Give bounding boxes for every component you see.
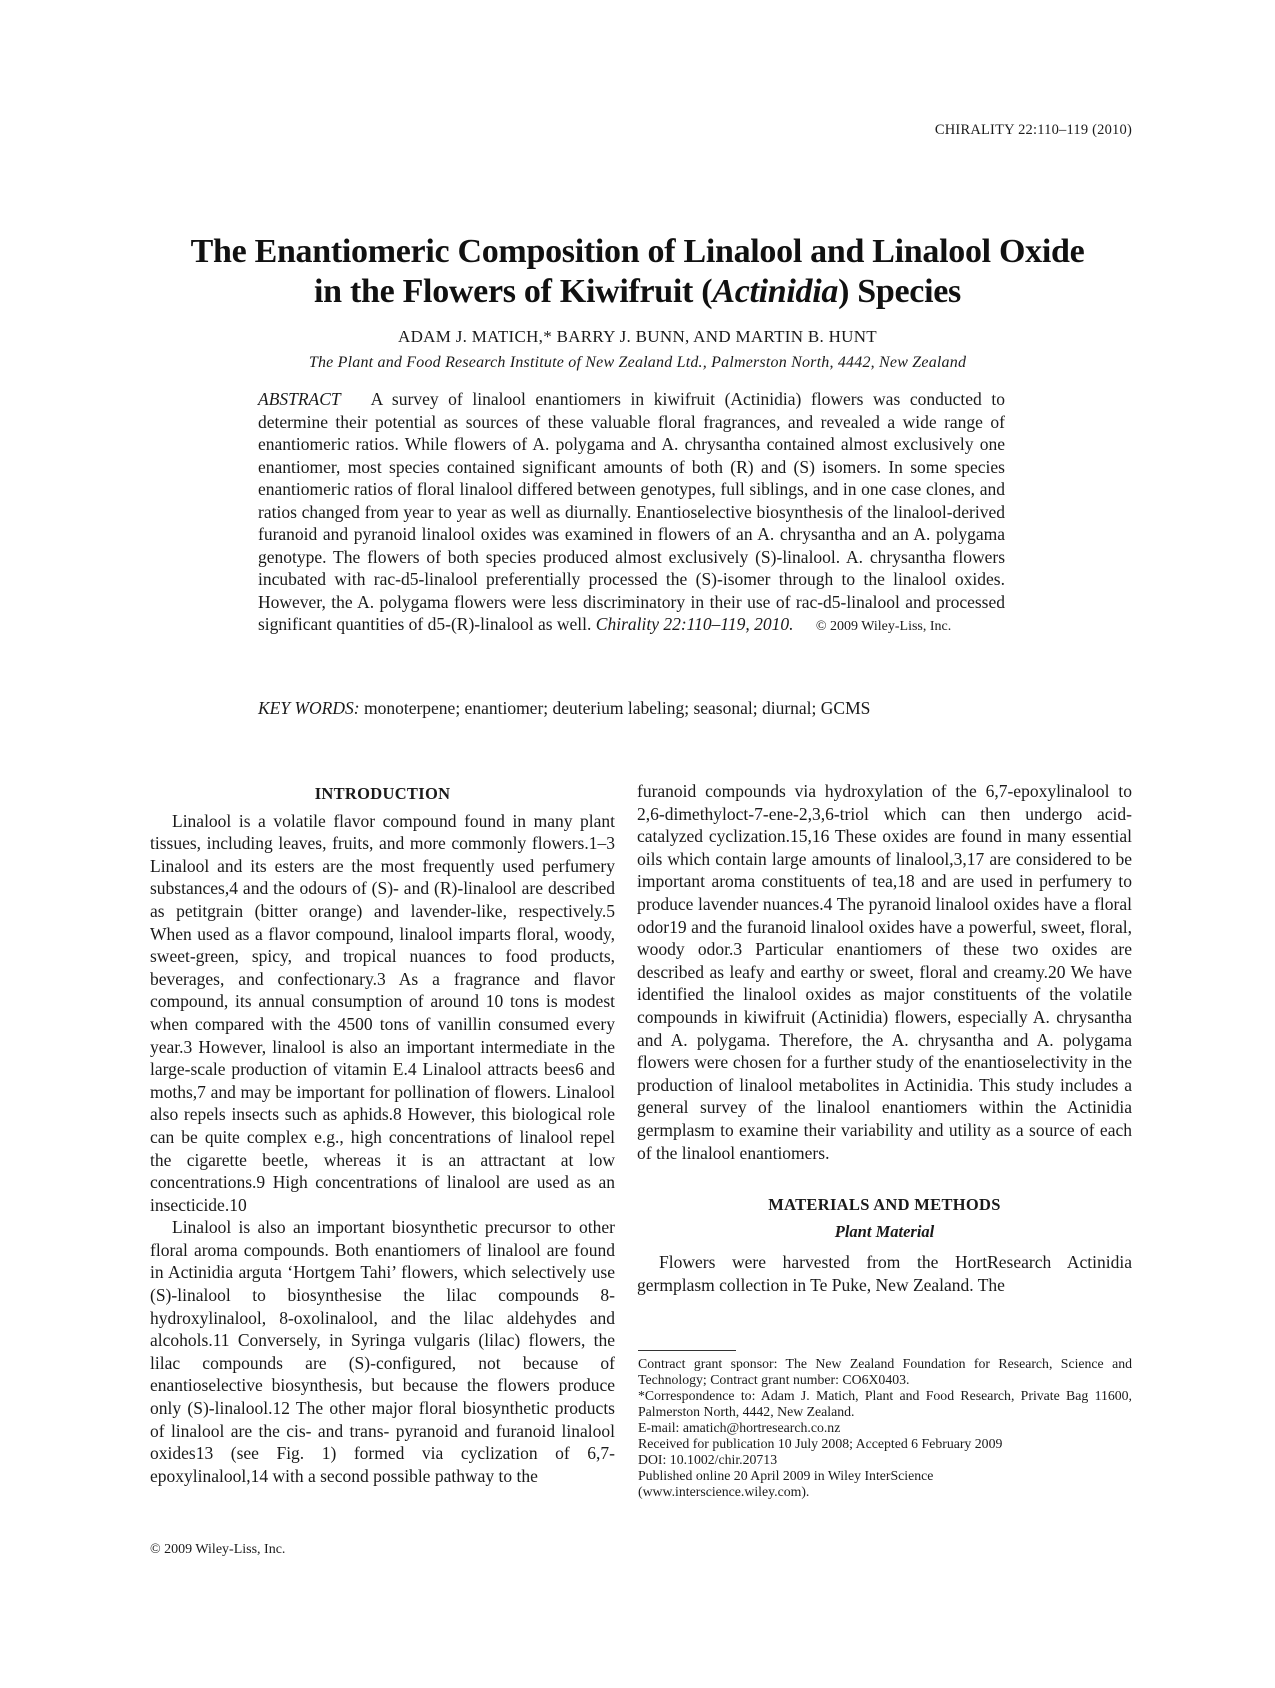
running-head: CHIRALITY 22:110–119 (2010) <box>934 122 1132 138</box>
footnote-published: Published online 20 April 2009 in Wiley InterScience <box>638 1468 934 1483</box>
title-line-1: The Enantiomeric Composition of Linalool and Linalool Oxide <box>190 233 1085 270</box>
left-column <box>150 783 615 1487</box>
affiliation: The Plant and Food Research Institute of New Zealand Ltd., Palmerston North, 4442, New Zealand <box>308 354 967 371</box>
introduction-paragraph-1: Linalool is a volatile flavor compound found in many plant tissues, including leaves, fruits, and more commonly flowers.1–3 Linalool and its esters are the most frequently used perfumery substances,4 and the odours of (S)- and (R)-linalool are described as petitgrain (bitter orange) and lavender-like, respectively.5 When used as a flavor compound, linalool imparts floral, woody, sweet-green, spicy, and tropical nuances to food products, beverages, and confectionary.3 As a fragrance and flavor compound, its annual consumption of around 10 tons is modest when compared with the 4500 tons of vanillin consumed every year.3 However, linalool is also an important intermediate in the large-scale production of vitamin E.4 Linalool attracts bees6 and moths,7 and may be important for pollination of flowers. Linalool also repels insects such as aphids.8 However, this biological role can be quite complex e.g., high concentrations of linalool repel the cigarette beetle, whereas it is an attractant at low concentrations.9 High concentrations of linalool are used as an insecticide.10 <box>150 810 615 1215</box>
footnote-received: Received for publication 10 July 2008; Accepted 6 February 2009 <box>638 1436 1003 1451</box>
footnote-email: E-mail: amatich@hortresearch.co.nz <box>638 1420 841 1435</box>
methods-paragraph-1: Flowers were harvested from the HortResearch Actinidia germplasm collection in Te Puke, New Zealand. The <box>637 1252 1132 1295</box>
footnote-url: (www.interscience.wiley.com). <box>638 1484 810 1499</box>
title-line-2-post: ) Species <box>838 273 961 310</box>
plant-material-subheading: Plant Material <box>834 1221 935 1241</box>
article-title <box>0 232 1275 312</box>
methods-heading: MATERIALS AND METHODS <box>768 1195 1001 1215</box>
title-line-2-pre: in the Flowers of Kiwifruit ( <box>314 273 713 310</box>
footnote-sponsor: Contract grant sponsor: The New Zealand Foundation for Research, Science and Technology; Contract grant number: CO6X0403. <box>638 1356 1132 1387</box>
introduction-heading: INTRODUCTION <box>314 784 451 803</box>
section-spacer <box>637 1164 1132 1194</box>
footnote-divider <box>638 1350 736 1351</box>
abstract-label: ABSTRACT <box>258 389 341 409</box>
keywords-text: monoterpene; enantiomer; deuterium labeling; seasonal; diurnal; GCMS <box>363 698 871 718</box>
footnotes <box>638 1356 1132 1500</box>
author-list: ADAM J. MATICH,* BARRY J. BUNN, AND MARTIN B. HUNT <box>398 327 877 346</box>
page-copyright: © 2009 Wiley-Liss, Inc. <box>150 1542 286 1557</box>
footnote-doi: DOI: 10.1002/chir.20713 <box>638 1452 778 1467</box>
abstract <box>258 388 1005 639</box>
introduction-paragraph-2: Linalool is also an important biosynthetic precursor to other floral aroma compounds. Both enantiomers of linalool are found in Actinidia arguta ‘Hortgem Tahi’ flowers, which selectively use (S)-linalool to biosynthesise the lilac compounds 8-hydroxylinalool, 8-oxolinalool, and the lilac aldehydes and alcohols.11 Conversely, in Syringa vulgaris (lilac) flowers, the lilac compounds are (S)-configured, not because of enantioselective biosynthesis, but because the flowers produce only (S)-linalool.12 The other major floral biosynthetic products of linalool are the cis- and trans- pyranoid and furanoid linalool oxides13 (see Fig. 1) formed via cyclization of 6,7-epoxylinalool,14 with a second possible pathway to the <box>150 1217 615 1486</box>
keywords-label: KEY WORDS: <box>258 698 360 718</box>
keywords <box>258 698 1005 719</box>
right-column <box>637 780 1132 1296</box>
abstract-text: A survey of linalool enantiomers in kiwifruit (Actinidia) flowers was conducted to determine their potential as sources of these valuable floral fragrances, and revealed a wide range of enantiomeric ratios. While flowers of A. polygama and A. chrysantha contained almost exclusively one enantiomer, most species contained significant amounts of both (R) and (S) isomers. In some species enantiomeric ratios of floral linalool differed between genotypes, full siblings, and in one case clones, and ratios changed from year to year as well as diurnally. Enantioselective biosynthesis of the linalool-derived furanoid and pyranoid linalool oxides was examined in flowers of an A. chrysantha and an A. polygama genotype. The flowers of both species produced almost exclusively (S)-linalool. A. chrysantha flowers incubated with rac-d5-linalool preferentially processed the (S)-isomer through to the linalool oxides. However, the A. polygama flowers were less discriminatory in their use of rac-d5-linalool and processed significant quantities of d5-(R)-linalool as well. <box>258 389 1005 634</box>
title-line-2 <box>0 272 1275 312</box>
footnote-correspondence: *Correspondence to: Adam J. Matich, Plant and Food Research, Private Bag 11600, Palmerston North, 4442, New Zealand. <box>638 1388 1132 1419</box>
title-genus: Actinidia <box>712 273 839 310</box>
introduction-paragraph-3: furanoid compounds via hydroxylation of the 6,7-epoxylinalool to 2,6-dimethyloct-7-ene-2,3,6-triol which can then undergo acid-catalyzed cyclization.15,16 These oxides are found in many essential oils which contain large amounts of linalool,3,17 are considered to be important aroma constituents of tea,18 and are used in perfumery to produce lavender nuances.4 The pyranoid linalool oxides have a floral odor19 and the furanoid linalool oxides have a powerful, sweet, floral, woody odor.3 Particular enantiomers of these two oxides are described as leafy and earthy or sweet, floral and creamy.20 We have identified the linalool oxides as major constituents of the volatile compounds in kiwifruit (Actinidia) flowers, especially A. chrysantha and A. polygama. Therefore, the A. chrysantha and A. polygama flowers were chosen for a further study of the enantioselectivity in the production of linalool metabolites in Actinidia. This study includes a general survey of the linalool enantiomers within the Actinidia germplasm to examine their variability and utility as a source of each of the linalool enantiomers. <box>637 781 1132 1163</box>
abstract-citation: Chirality 22:110–119, 2010. <box>595 614 794 634</box>
abstract-copyright: © 2009 Wiley-Liss, Inc. <box>815 619 952 634</box>
